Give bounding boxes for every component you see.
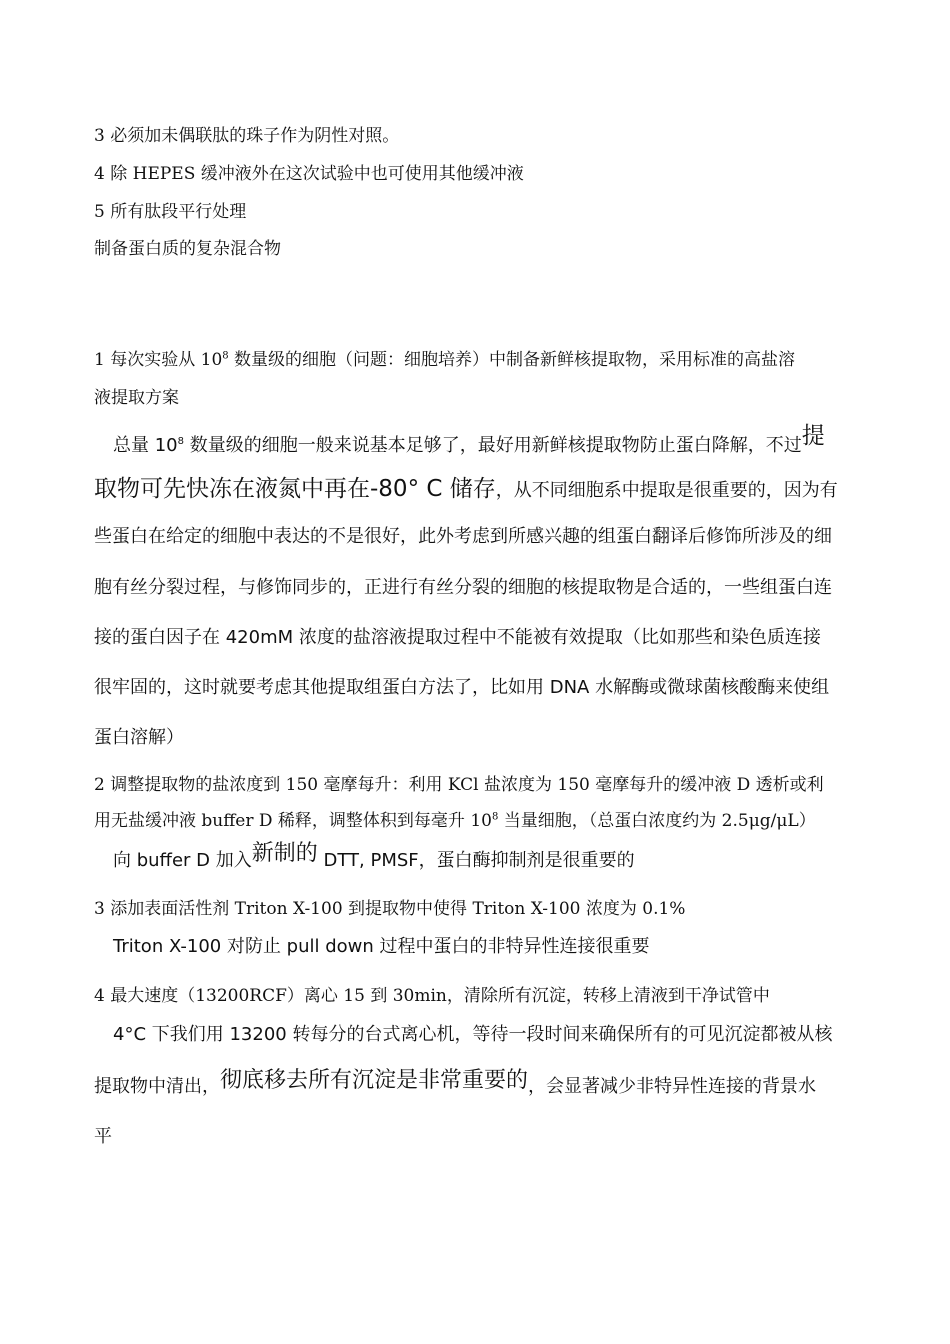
- note-2-text-large: 新制的: [251, 841, 318, 866]
- note-1-text-large-a: 提: [801, 423, 825, 449]
- note-4-text-large: 彻底移去所有沉淀是非常重要的: [220, 1068, 529, 1093]
- note-2-line: [113, 842, 635, 873]
- note-item-4: 4 除 HEPES 缓冲液外在这次试验中也可使用其他缓冲液: [94, 164, 524, 184]
- note-1-text-c: ，从不同细胞系中提取是很重要的，因为有: [495, 480, 838, 501]
- note-1-text-large-b: 取物可先快冻在液氮中再在-80° C 储存: [94, 476, 496, 502]
- step-1-line-2: 液提取方案: [94, 388, 179, 408]
- note-1-line-3: 些蛋白在给定的细胞中表达的不是很好，此外考虑到所感兴趣的组蛋白翻译后修饰所涉及的细: [94, 526, 832, 547]
- note-1-line-5: 接的蛋白因子在 420mM 浓度的盐溶液提取过程中不能被有效提取（比如那些和染色质连接: [94, 627, 821, 648]
- note-4-text-a: 提取物中清出，: [94, 1076, 220, 1097]
- note-1-text-b: 数量级的细胞一般来说基本足够了，最好用新鲜核提取物防止蛋白降解，不过: [184, 435, 802, 456]
- note-3-line: Triton X-100 对防止 pull down 过程中蛋白的非特异性连接很重要: [113, 936, 650, 957]
- step-2-line-1: 2 调整提取物的盐浓度到 150 毫摩每升：利用 KCl 盐浓度为 150 毫摩每升的缓冲液 D 透析或利: [94, 775, 824, 795]
- note-1-line-1: [113, 425, 825, 458]
- step-2-exponent: 8: [491, 811, 499, 823]
- note-4-text-b: ，会显著减少非特异性连接的背景水: [528, 1076, 817, 1097]
- note-1-text-a: 总量 10: [113, 435, 178, 456]
- step-1-exponent: 8: [222, 350, 229, 362]
- step-2-text-b: 当量细胞，（总蛋白浓度约为 2.5μg/μL）: [498, 811, 816, 831]
- section-title: 制备蛋白质的复杂混合物: [94, 239, 281, 259]
- note-1-line-4: 胞有丝分裂过程，与修饰同步的，正进行有丝分裂的细胞的核提取物是合适的，一些组蛋白连: [94, 577, 832, 598]
- note-4-line-3: 平: [94, 1126, 112, 1147]
- note-1-line-6: 很牢固的，这时就要考虑其他提取组蛋白方法了，比如用 DNA 水解酶或微球菌核酸酶来使组: [94, 677, 830, 698]
- step-2-text-a: 用无盐缓冲液 buffer D 稀释，调整体积到每毫升 10: [94, 811, 492, 831]
- note-1-line-2: [94, 470, 838, 503]
- note-4-line-1: 4°C 下我们用 13200 转每分的台式离心机，等待一段时间来确保所有的可见沉淀都被从核: [113, 1024, 833, 1045]
- step-4-line: 4 最大速度（13200RCF）离心 15 到 30min，清除所有沉淀，转移上清液到干净试管中: [94, 986, 770, 1006]
- note-1-line-7: 蛋白溶解）: [94, 727, 184, 748]
- note-4-line-2: [94, 1068, 816, 1099]
- step-1-text-a: 1 每次实验从 10: [94, 350, 223, 370]
- step-1-line-1: [94, 345, 795, 370]
- note-item-5: 5 所有肽段平行处理: [94, 202, 247, 222]
- note-2-text-b: DTT, PMSF，蛋白酶抑制剂是很重要的: [317, 850, 635, 871]
- note-item-3: 3 必须加未偶联肽的珠子作为阴性对照。: [94, 126, 400, 146]
- step-3-line: 3 添加表面活性剂 Triton X-100 到提取物中使得 Triton X-100 浓度为 0.1%: [94, 899, 686, 919]
- note-1-exponent: 8: [177, 436, 185, 447]
- step-2-line-2: [94, 806, 816, 831]
- note-2-text-a: 向 buffer D 加入: [113, 850, 252, 871]
- step-1-text-b: 数量级的细胞（问题：细胞培养）中制备新鲜核提取物，采用标准的高盐溶: [228, 350, 796, 370]
